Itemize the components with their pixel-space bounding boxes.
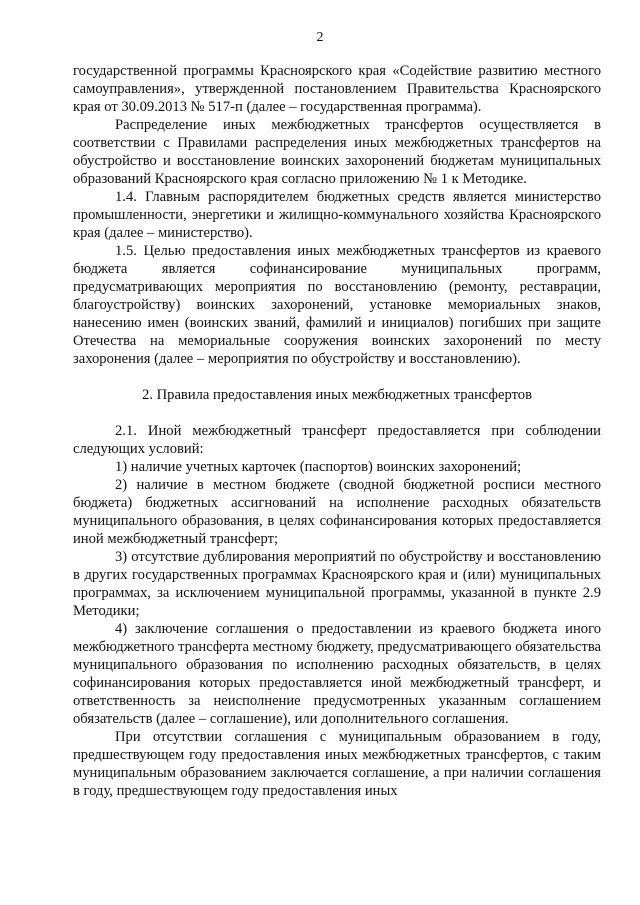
condition-4: 4) заключение соглашения о предоставлении из краевого бюджета иного межбюджетного трансферта местному бюджету, предусматривающего обязательства муниципального образования по исполнению расходных обязательств, в целях софинансирования которых предоставляется иной межбюджетный трансферт, и ответственность за неисполнение предусмотренных указанным соглашением обязательств (далее – соглашение), или дополнительного соглашения.: [73, 621, 601, 727]
paragraph-1-4: 1.4. Главным распорядителем бюджетных средств является министерство промышленности, энергетики и жилищно-коммунального хозяйства Красноярского края (далее – министерство).: [73, 189, 601, 241]
document-body: [73, 62, 601, 800]
condition-1: 1) наличие учетных карточек (паспортов) воинских захоронений;: [115, 459, 522, 475]
paragraph-continuation: государственной программы Красноярского края «Содействие развитию местного самоуправления», утвержденной постановлением Правительства Красноярского края от 30.09.2013 № 517-п (далее – государственная программа).: [73, 63, 601, 115]
paragraph-distribution: Распределение иных межбюджетных трансфертов осуществляется в соответствии с Правилами распределения иных межбюджетных трансфертов на обустройство и восстановление воинских захоронений бюджетам муниципальных образований Красноярского края согласно приложению № 1 к Методике.: [73, 117, 601, 187]
condition-3: 3) отсутствие дублирования мероприятий по обустройству и восстановлению в других государственных программах Красноярского края и (или) муниципальных программах, за исключением муниципальной программы, указанной в пункте 2.9 Методики;: [73, 549, 601, 619]
paragraph-1-5: 1.5. Целью предоставления иных межбюджетных трансфертов из краевого бюджета является софинансирование муниципальных программ, предусматривающих мероприятия по восстановлению (ремонту, реставрации, благоустройству) воинских захоронений, установке мемориальных знаков, нанесению имен (воинских званий, фамилий и инициалов) погибших при защите Отечества на мемориальные сооружения воинских захоронений по месту захоронения (далее – мероприятия по обустройству и восстановлению).: [73, 243, 601, 367]
section-heading: 2. Правила предоставления иных межбюджетных трансфертов: [142, 387, 532, 403]
paragraph-agreement: При отсутствии соглашения с муниципальным образованием в году, предшествующем году предоставления иных межбюджетных трансфертов, с таким муниципальным образованием заключается соглашение, а при наличии соглашения в году, предшествующем году предоставления иных: [73, 729, 601, 799]
condition-2: 2) наличие в местном бюджете (сводной бюджетной росписи местного бюджета) бюджетных ассигнований на исполнение расходных обязательств муниципального образования, в целях софинансирования которых предоставляется иной межбюджетный трансферт;: [73, 477, 601, 547]
paragraph-2-1: 2.1. Иной межбюджетный трансферт предоставляется при соблюдении следующих условий:: [73, 423, 601, 457]
page-number: 2: [316, 30, 324, 45]
